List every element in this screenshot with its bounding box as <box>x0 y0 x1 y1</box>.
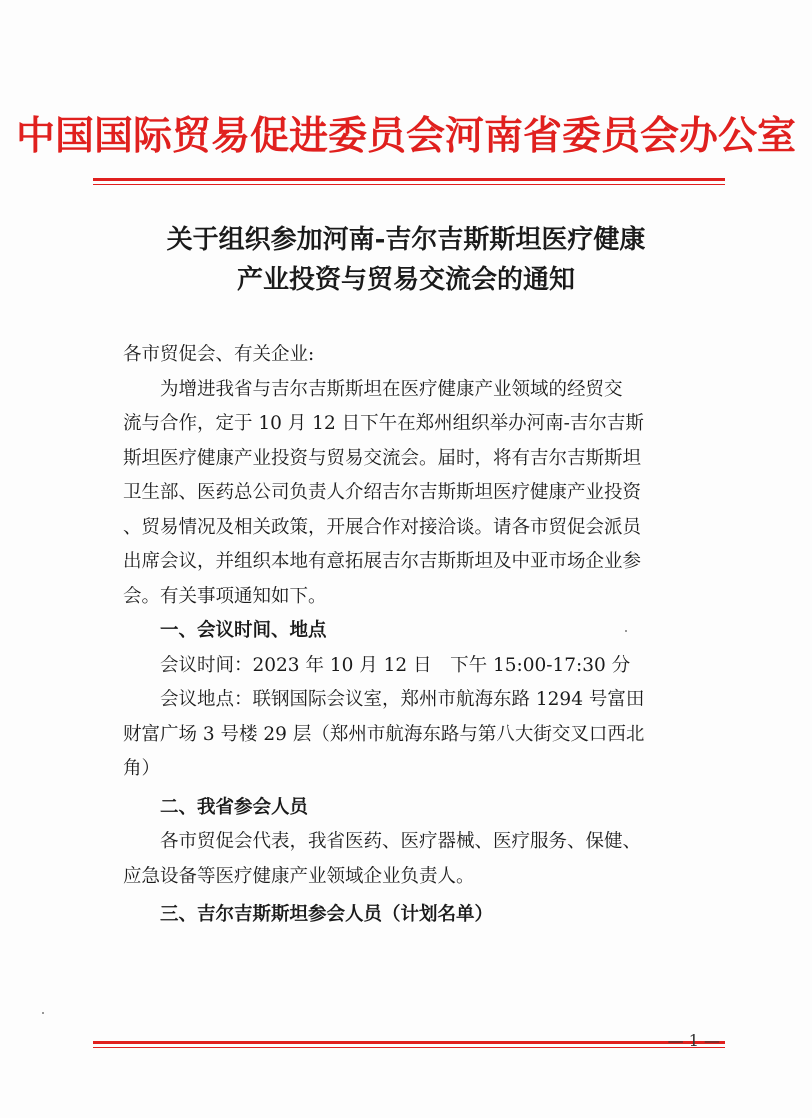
section-3-heading: 三、吉尔吉斯斯坦参会人员（计划名单） <box>160 904 494 925</box>
participants-line: 各市贸促会代表，我省医药、医疗器械、医疗服务、保健、 <box>160 831 642 852</box>
intro-line: 斯坦医疗健康产业投资与贸易交流会。届时，将有吉尔吉斯斯坦 <box>123 447 642 469</box>
header-rule-thin <box>93 184 725 185</box>
meeting-place-line: 角） <box>123 758 161 779</box>
scan-speck <box>42 1012 44 1014</box>
page-number: — 1 — <box>667 1031 720 1050</box>
document-title-line-1: 关于组织参加河南-吉尔吉斯斯坦医疗健康 <box>166 225 646 255</box>
footer-rule-thick <box>93 1041 725 1044</box>
intro-line: 会。有关事项通知如下。 <box>123 585 327 607</box>
meeting-place-line: 会议地点：联钢国际会议室，郑州市航海东路 1294 号富田 <box>160 689 645 710</box>
salutation: 各市贸促会、有关企业: <box>123 344 315 365</box>
document-body <box>123 338 718 933</box>
intro-line: 出席会议，并组织本地有意拓展吉尔吉斯斯坦及中亚市场企业参 <box>123 551 642 572</box>
header-rule-thick <box>93 178 725 181</box>
scan-speck <box>625 630 627 632</box>
footer-rule-thin <box>93 1047 725 1048</box>
organization-header: 中国国际贸易促进委员会河南省委员会办公室 <box>15 113 796 159</box>
intro-line: 卫生部、医药总公司负责人介绍吉尔吉斯斯坦医疗健康产业投资 <box>123 482 642 503</box>
meeting-place-line: 财富广场 3 号楼 29 层（郑州市航海东路与第八大街交叉口西北 <box>123 723 645 745</box>
intro-line: 为增进我省与吉尔吉斯斯坦在医疗健康产业领域的经贸交 <box>160 378 623 400</box>
intro-line: 流与合作，定于 10 月 12 日下午在郑州组织举办河南-吉尔吉斯 <box>123 413 644 434</box>
document-title-line-2: 产业投资与贸易交流会的通知 <box>236 265 575 295</box>
section-2-heading: 二、我省参会人员 <box>160 796 309 818</box>
participants-line: 应急设备等医疗健康产业领域企业负责人。 <box>123 865 475 887</box>
meeting-time: 会议时间：2023 年 10 月 12 日 下午 15:00-17:30 分 <box>160 654 631 676</box>
intro-line: 、贸易情况及相关政策，开展合作对接洽谈。请各市贸促会派员 <box>123 516 642 538</box>
section-1-heading: 一、会议时间、地点 <box>160 620 327 641</box>
